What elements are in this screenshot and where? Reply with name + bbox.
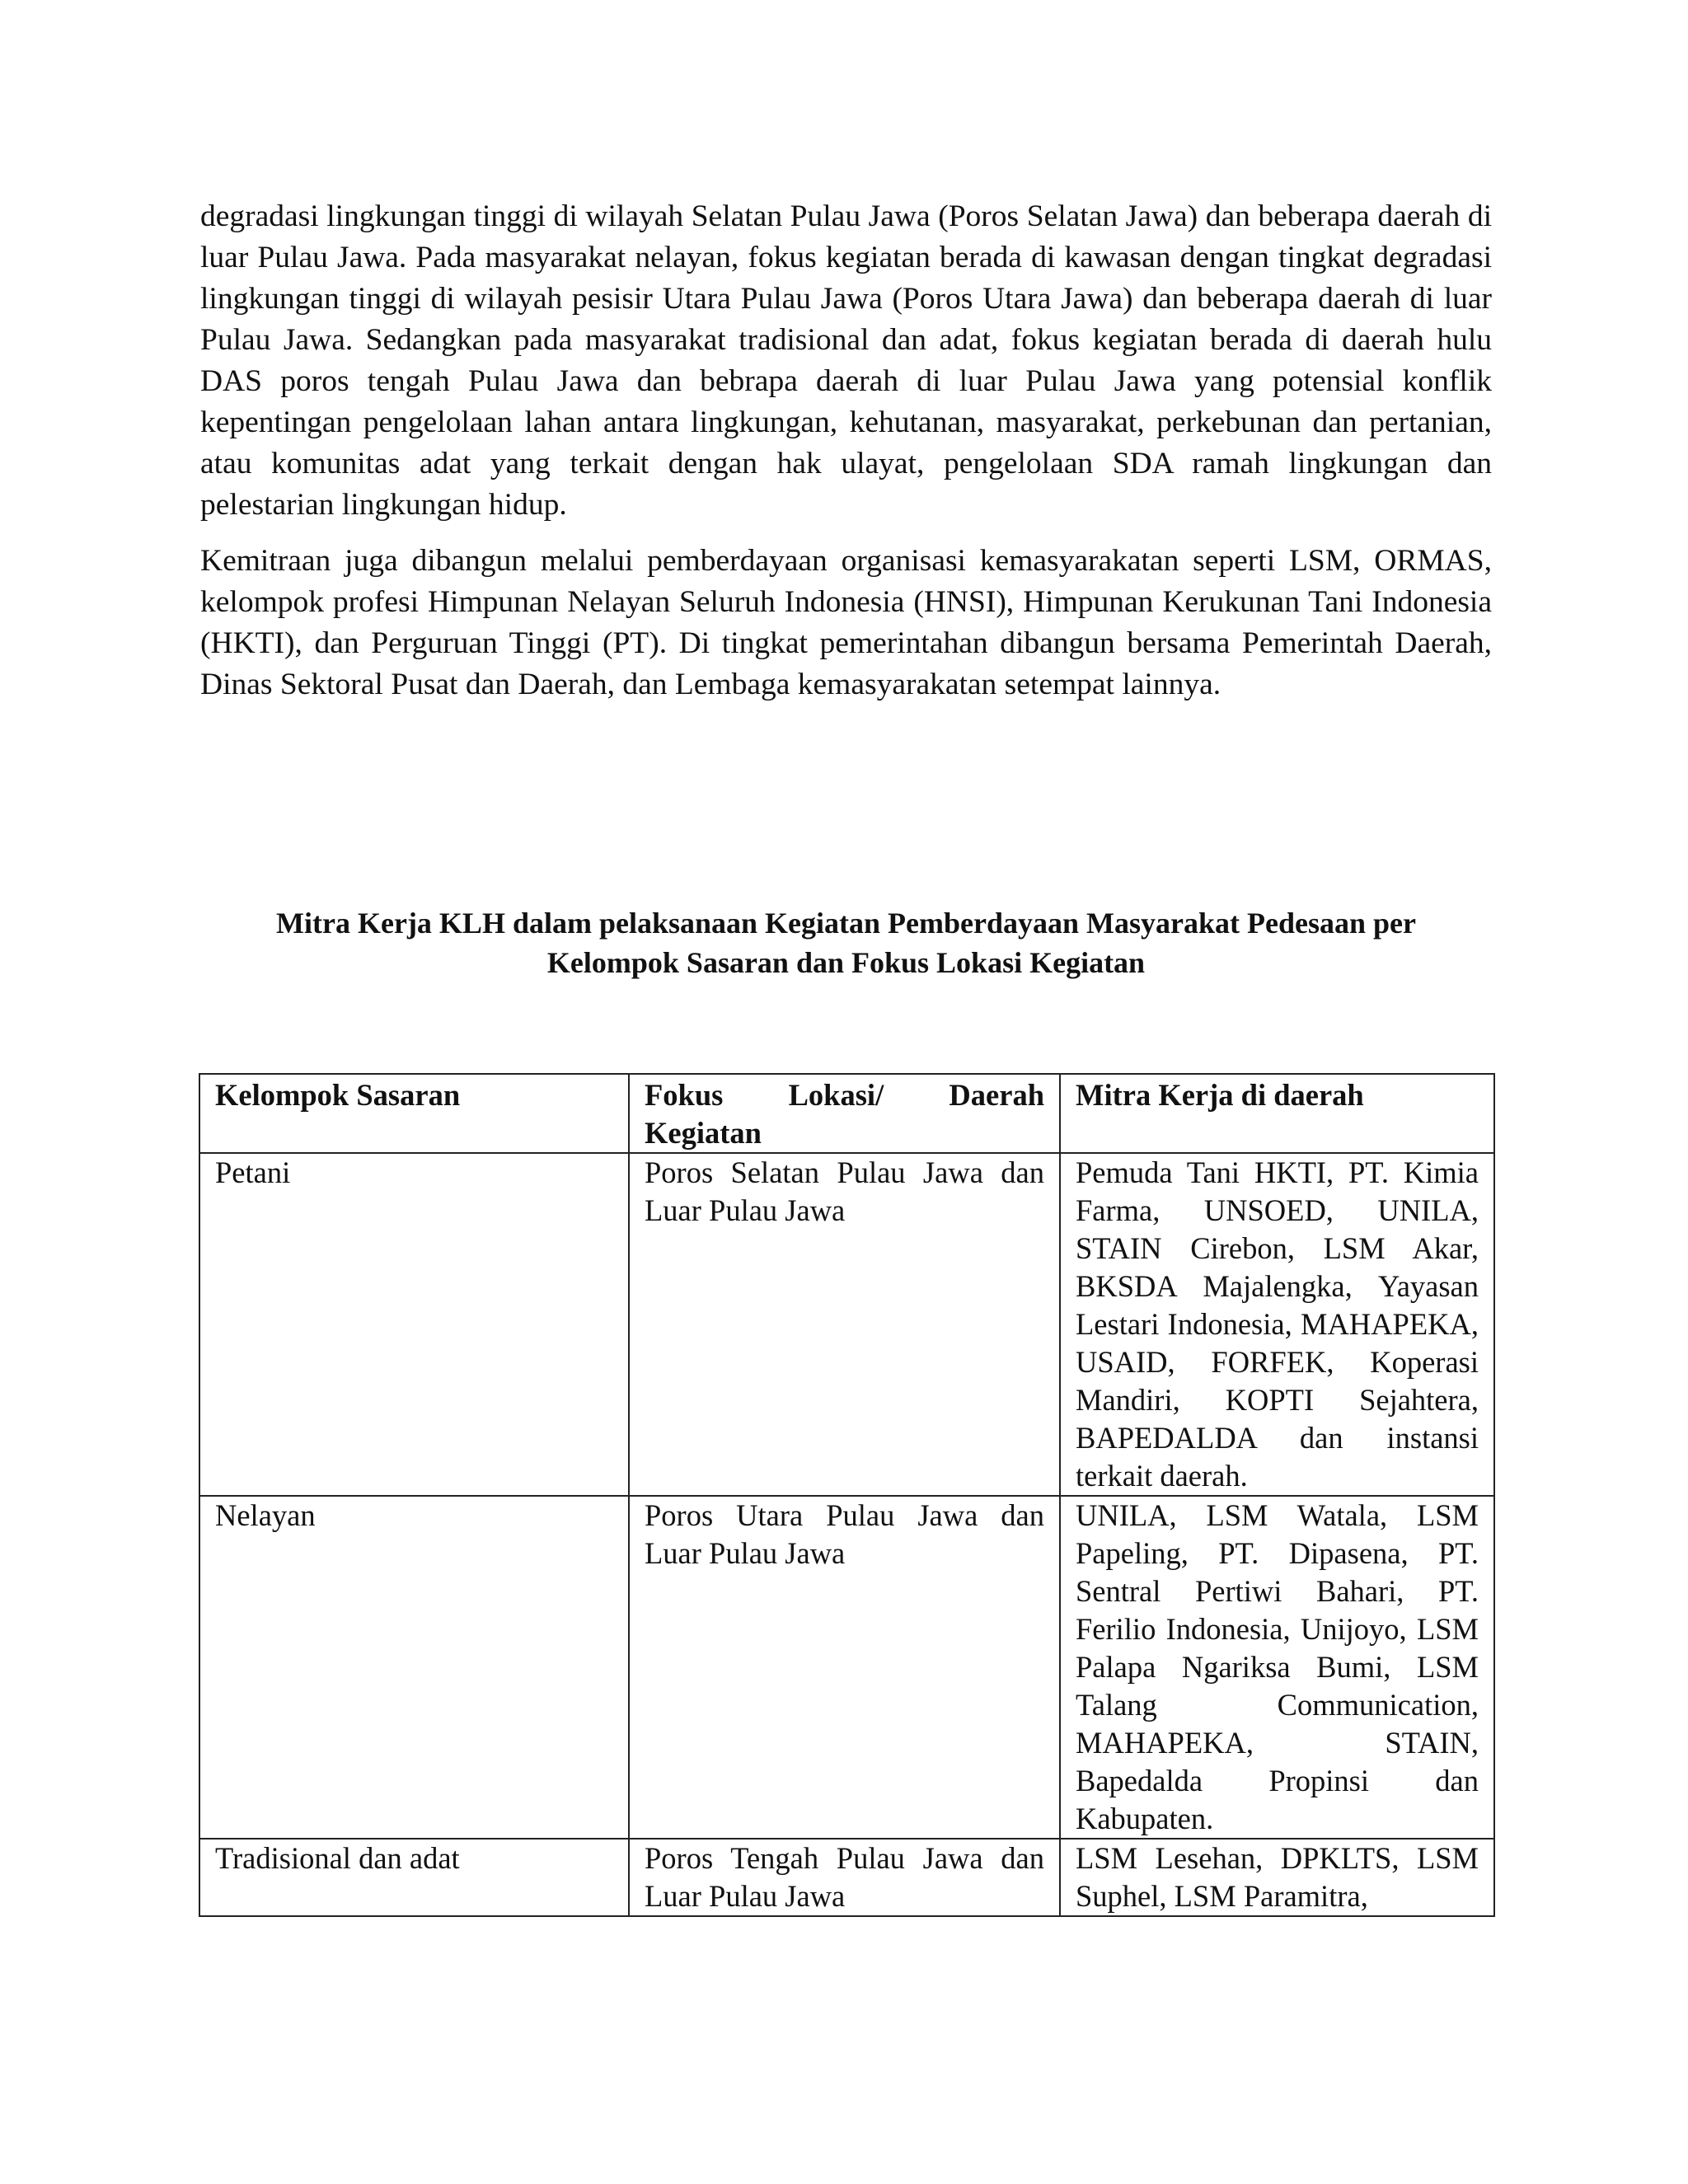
table-row (199, 1153, 1494, 1496)
partner-table (199, 1073, 1495, 1917)
table-title-line-1: Mitra Kerja KLH dalam pelaksanaan Kegiatan Pemberdayaan Masyarakat Pedesaan per (276, 907, 1416, 940)
paragraph-2: Kemitraan juga dibangun melalui pemberdayaan organisasi kemasyarakatan seperti LSM, ORMAS, kelompok profesi Himpunan Nelayan Seluruh Indonesia (HNSI), Himpunan Kerukunan Tani Indonesia (HKTI), dan Perguruan Tinggi (PT). Di tingkat pemerintahan dibangun bersama Pemerintah Daerah, Dinas Sektoral Pusat dan Daerah, dan Lembaga kemasyarakatan setempat lainnya. (200, 544, 1492, 701)
header-target-group: Kelompok Sasaran (199, 1074, 629, 1153)
table-row (199, 1496, 1494, 1839)
paragraph-1: degradasi lingkungan tinggi di wilayah Selatan Pulau Jawa (Poros Selatan Jawa) dan beberapa daerah di luar Pulau Jawa. Pada masyarakat nelayan, fokus kegiatan berada di kawasan dengan tingkat degradasi lingkungan tinggi di wilayah pesisir Utara Pulau Jawa (Poros Utara Jawa) dan beberapa daerah di luar Pulau Jawa. Sedangkan pada masyarakat tradisional dan adat, fokus kegiatan berada di daerah hulu DAS poros tengah Pulau Jawa dan bebrapa daerah di luar Pulau Jawa yang potensial konflik kepentingan pengelolaan lahan antara lingkungan, kehutanan, masyarakat, perkebunan dan pertanian, atau komunitas adat yang terkait dengan hak ulayat, pengelolaan SDA ramah lingkungan dan pelestarian lingkungan hidup. (200, 199, 1492, 522)
cell-partners: LSM Lesehan, DPKLTS, LSM Suphel, LSM Paramitra, (1060, 1839, 1494, 1916)
cell-group: Tradisional dan adat (199, 1839, 629, 1916)
cell-focus: Poros Utara Pulau Jawa dan Luar Pulau Jawa (629, 1496, 1060, 1839)
cell-focus: Poros Selatan Pulau Jawa dan Luar Pulau Jawa (629, 1153, 1060, 1496)
cell-partners: UNILA, LSM Watala, LSM Papeling, PT. Dipasena, PT. Sentral Pertiwi Bahari, PT. Ferilio Indonesia, Unijoyo, LSM Palapa Ngariksa Bumi, LSM Talang Communication, MAHAPEKA, STAIN, Bapedalda Propinsi dan Kabupaten. (1060, 1496, 1494, 1839)
header-location-focus: Fokus Lokasi/ Daerah Kegiatan (629, 1074, 1060, 1153)
table-title-line-2: Kelompok Sasaran dan Fokus Lokasi Kegiatan (546, 946, 1146, 979)
cell-group: Nelayan (199, 1496, 629, 1839)
cell-partners: Pemuda Tani HKTI, PT. Kimia Farma, UNSOED, UNILA, STAIN Cirebon, LSM Akar, BKSDA Majalengka, Yayasan Lestari Indonesia, MAHAPEKA, USAID, FORFEK, Koperasi Mandiri, KOPTI Sejahtera, BAPEDALDA dan instansi terkait daerah. (1060, 1153, 1494, 1496)
body-text (200, 196, 1492, 705)
table-row (199, 1839, 1494, 1916)
table-header-row (199, 1074, 1494, 1153)
cell-focus: Poros Tengah Pulau Jawa dan Luar Pulau Jawa (629, 1839, 1060, 1916)
table-title (200, 903, 1492, 982)
header-partners: Mitra Kerja di daerah (1060, 1074, 1494, 1153)
cell-group: Petani (199, 1153, 629, 1496)
